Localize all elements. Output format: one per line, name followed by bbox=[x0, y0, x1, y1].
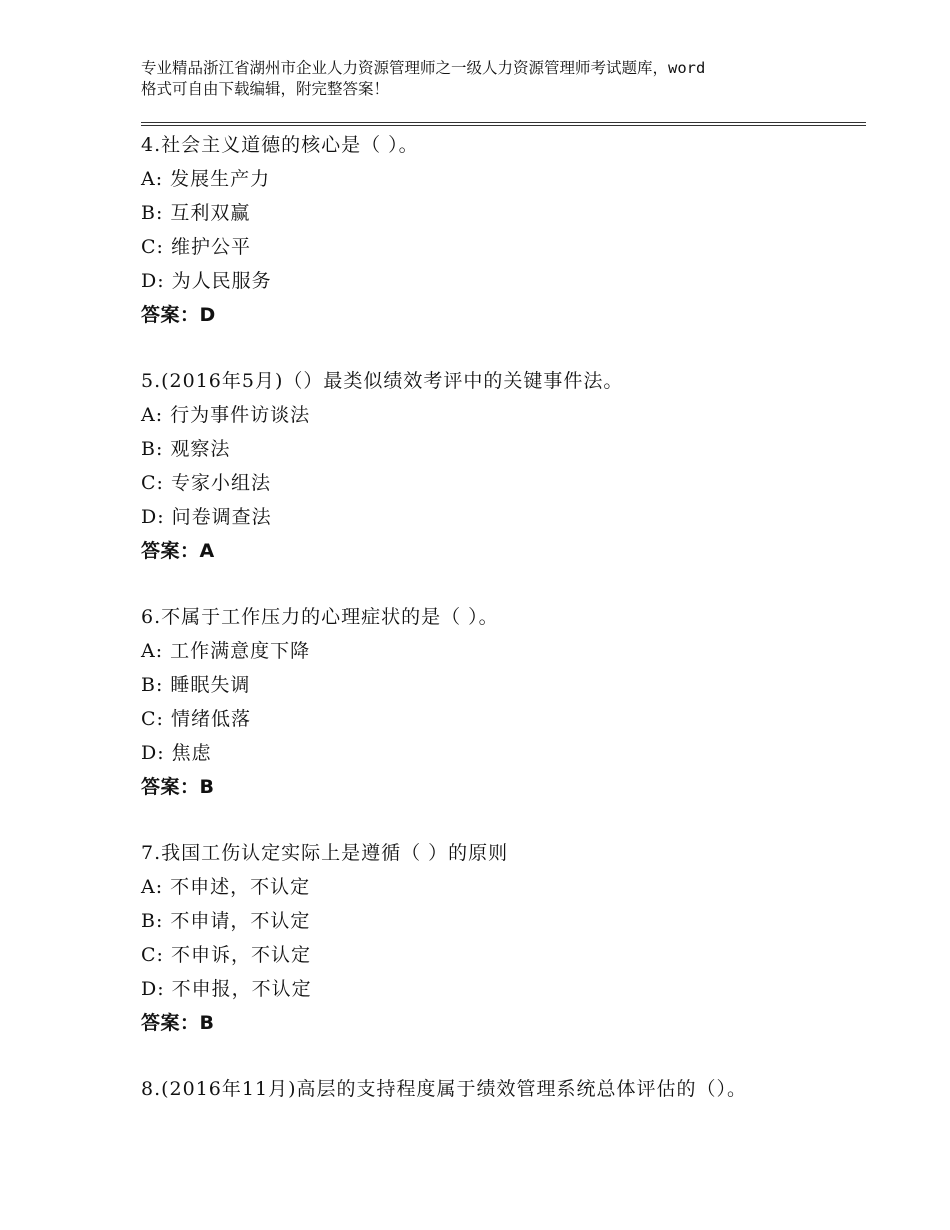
header-line-1: 专业精品浙江省湖州市企业人力资源管理师之一级人力资源管理师考试题库，word bbox=[141, 59, 706, 77]
option-b: B: 不申请，不认定 bbox=[141, 910, 311, 932]
question-7 bbox=[141, 836, 866, 1040]
question-stem: 4.社会主义道德的核心是（ ）。 bbox=[141, 134, 419, 156]
question-stem: 8.(2016年11月)高层的支持程度属于绩效管理系统总体评估的（）。 bbox=[141, 1078, 747, 1100]
option-a: A: 行为事件访谈法 bbox=[141, 404, 311, 426]
option-a: A: 工作满意度下降 bbox=[141, 640, 311, 662]
answer: 答案：B bbox=[141, 1012, 215, 1034]
option-d: D: 不申报，不认定 bbox=[141, 978, 312, 1000]
header-divider-bottom bbox=[141, 125, 866, 126]
question-stem: 5.(2016年5月)（）最类似绩效考评中的关键事件法。 bbox=[141, 370, 624, 392]
option-d: D: 焦虑 bbox=[141, 742, 212, 764]
option-b: B: 互利双赢 bbox=[141, 202, 251, 224]
option-d: D: 为人民服务 bbox=[141, 270, 272, 292]
question-4 bbox=[141, 128, 866, 332]
answer: 答案：A bbox=[141, 540, 215, 562]
question-stem: 7.我国工伤认定实际上是遵循（ ）的原则 bbox=[141, 842, 509, 864]
option-c: C: 不申诉，不认定 bbox=[141, 944, 311, 966]
option-b: B: 睡眠失调 bbox=[141, 674, 251, 696]
option-b: B: 观察法 bbox=[141, 438, 231, 460]
option-c: C: 维护公平 bbox=[141, 236, 251, 258]
header-divider-top bbox=[141, 122, 866, 123]
option-a: A: 发展生产力 bbox=[141, 168, 271, 190]
question-6 bbox=[141, 600, 866, 804]
header-line-2: 格式可自由下载编辑，附完整答案！ bbox=[141, 80, 390, 98]
document-header bbox=[141, 58, 861, 100]
question-stem: 6.不属于工作压力的心理症状的是（ ）。 bbox=[141, 606, 499, 628]
question-8 bbox=[141, 1072, 866, 1106]
option-d: D: 问卷调查法 bbox=[141, 506, 272, 528]
question-5 bbox=[141, 364, 866, 568]
answer: 答案：B bbox=[141, 776, 215, 798]
question-list bbox=[141, 128, 866, 1138]
option-c: C: 情绪低落 bbox=[141, 708, 251, 730]
option-a: A: 不申述，不认定 bbox=[141, 876, 311, 898]
answer: 答案：D bbox=[141, 304, 216, 326]
option-c: C: 专家小组法 bbox=[141, 472, 271, 494]
